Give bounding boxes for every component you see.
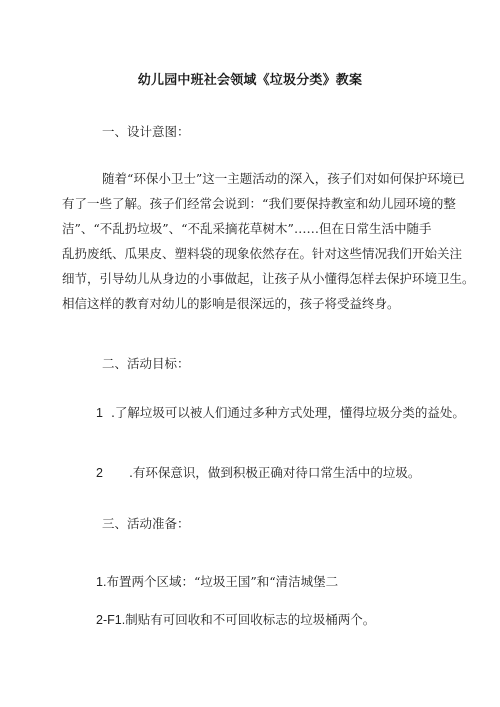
section-heading-goals: 二、活动目标： [102, 356, 190, 371]
document-title: 幼儿园中班社会领域《垃圾分类》教案 [137, 73, 363, 88]
goal-item-2 [96, 463, 420, 481]
goal-text: .了解垃圾可以被人们通过多种方式处理，懂得垃圾分类的益处。 [110, 405, 465, 420]
paragraph-line: 有了一些了解。孩子们经常会说到：“我们要保持教室和幼儿园环境的整 [62, 196, 456, 211]
goal-item-1 [96, 403, 465, 421]
section-heading-design-intent: 一、设计意图： [102, 124, 190, 139]
preparation-text: 制贴有可回收和不可回收标志的垃圾桶两个。 [125, 612, 376, 627]
paragraph-line: 随着“环保小卫士”这一主题活动的深入，孩子们对如何保护环境已 [102, 171, 465, 186]
design-intent-paragraph [62, 166, 475, 316]
paragraph-line: 细节，引导幼儿从身边的小事做起，让孩子从小懂得怎样去保护环境卫生。 [62, 271, 475, 286]
goal-text: .有环保意识，做到积极正确对待口常生活中的垃圾。 [128, 465, 421, 480]
preparation-item-1 [96, 572, 338, 590]
paragraph-line: 洁”、“不乱扔垃圾”、“不乱采摘花草树木”……但在日常生活中随手 [62, 221, 432, 236]
section-heading-preparation: 三、活动准备： [102, 516, 190, 531]
paragraph-line: 乱扔废纸、瓜果皮、塑料袋的现象依然存在。针对这些情况我们开始关注 [62, 246, 463, 261]
goal-number: 1 [96, 406, 103, 420]
paragraph-line: 相信这样的教育对幼儿的影响是很深远的，孩子将受益终身。 [62, 296, 400, 311]
goal-number: 2 [96, 466, 103, 480]
preparation-number: 1. [96, 575, 107, 589]
preparation-number: 2-F1. [96, 613, 126, 627]
preparation-text: 布置两个区域：“垃圾王国”和“清洁城堡二 [106, 574, 339, 589]
preparation-item-2 [96, 610, 375, 628]
